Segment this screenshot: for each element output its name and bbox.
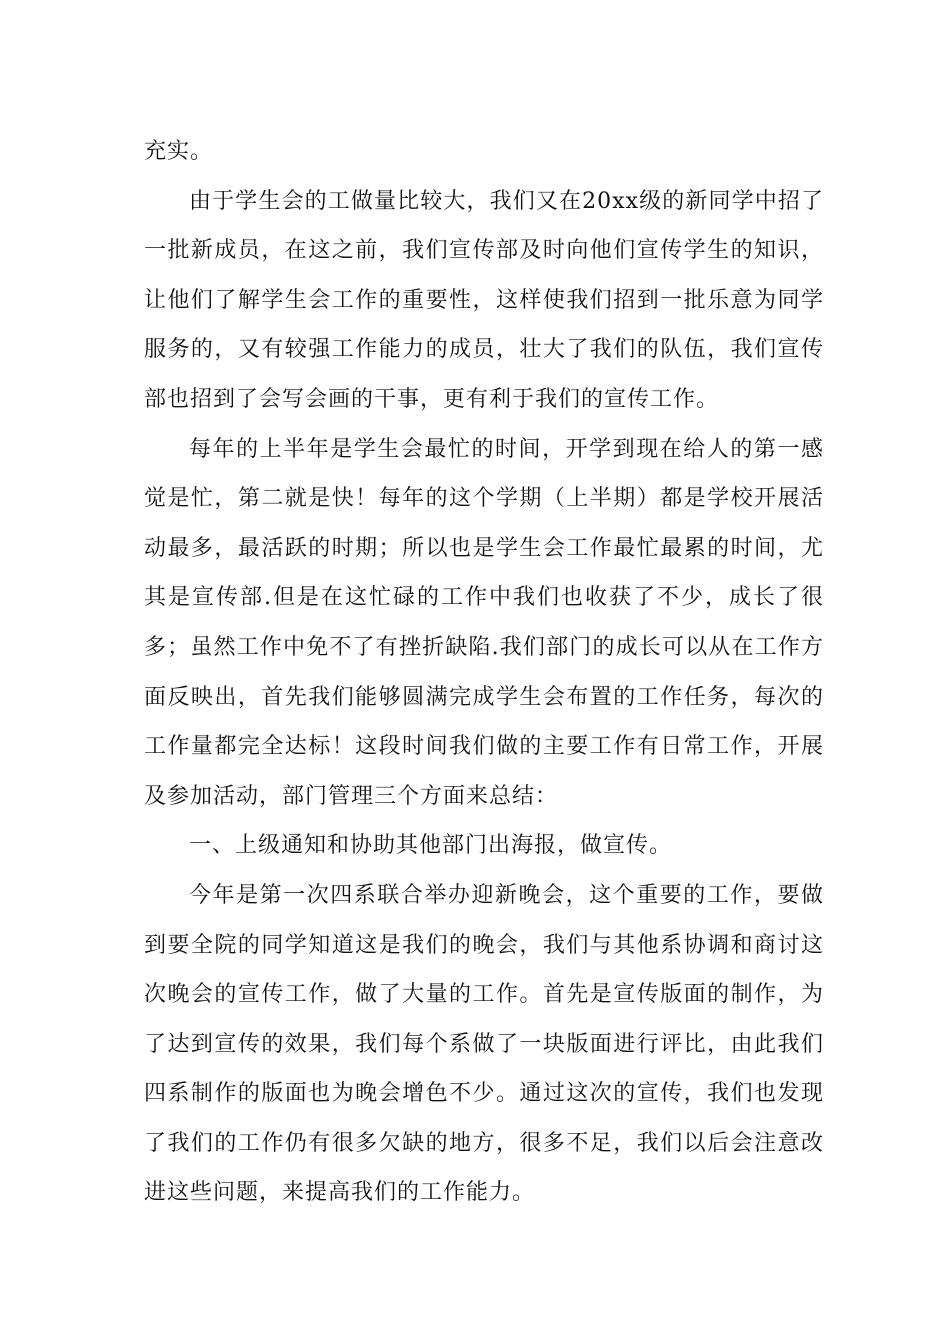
paragraph-semester-summary: 每年的上半年是学生会最忙的时间，开学到现在给人的第一感觉是忙，第二就是快！每年的这个学期（上半期）都是学校开展活动最多，最活跃的时期；所以也是学生会工作最忙最累的时间，尤其是宣传部.但是在这忙碌的工作中我们也收获了不少，成长了很多；虽然工作中免不了有挫折缺陷.我们部门的成长可以从在工作方面反映出，首先我们能够圆满完成学生会布置的工作任务，每次的工作量都完全达标！这段时间我们做的主要工作有日常工作，开展及参加活动，部门管理三个方面来总结： bbox=[144, 436, 824, 809]
paragraph-recruitment: 由于学生会的工做量比较大，我们又在20xx级的新同学中招了一批新成员，在这之前，我们宣传部及时向他们宣传学生的知识，让他们了解学生会工作的重要性，这样使我们招到一批乐意为同学服务的，又有较强工作能力的成员，壮大了我们的队伍，我们宣传部也招到了会写会画的干事，更有利于我们的宣传工作。 bbox=[144, 188, 824, 412]
section-heading-posters: 一、上级通知和协助其他部门出海报，做宣传。 bbox=[189, 833, 673, 859]
paragraph-continuation: 充实。 bbox=[144, 139, 214, 164]
paragraph-welcome-party: 今年是第一次四系联合举办迎新晚会，这个重要的工作，要做到要全院的同学知道这是我们的晚会，我们与其他系协调和商讨这次晚会的宣传工作，做了大量的工作。首先是宣传版面的制作，为了达到宣传的效果，我们每个系做了一块版面进行评比，由此我们四系制作的版面也为晚会增色不少。通过这次的宣传，我们也发现了我们的工作仍有很多欠缺的地方，很多不足，我们以后会注意改进这些问题，来提高我们的工作能力。 bbox=[144, 882, 824, 1206]
document-body bbox=[144, 127, 824, 1218]
